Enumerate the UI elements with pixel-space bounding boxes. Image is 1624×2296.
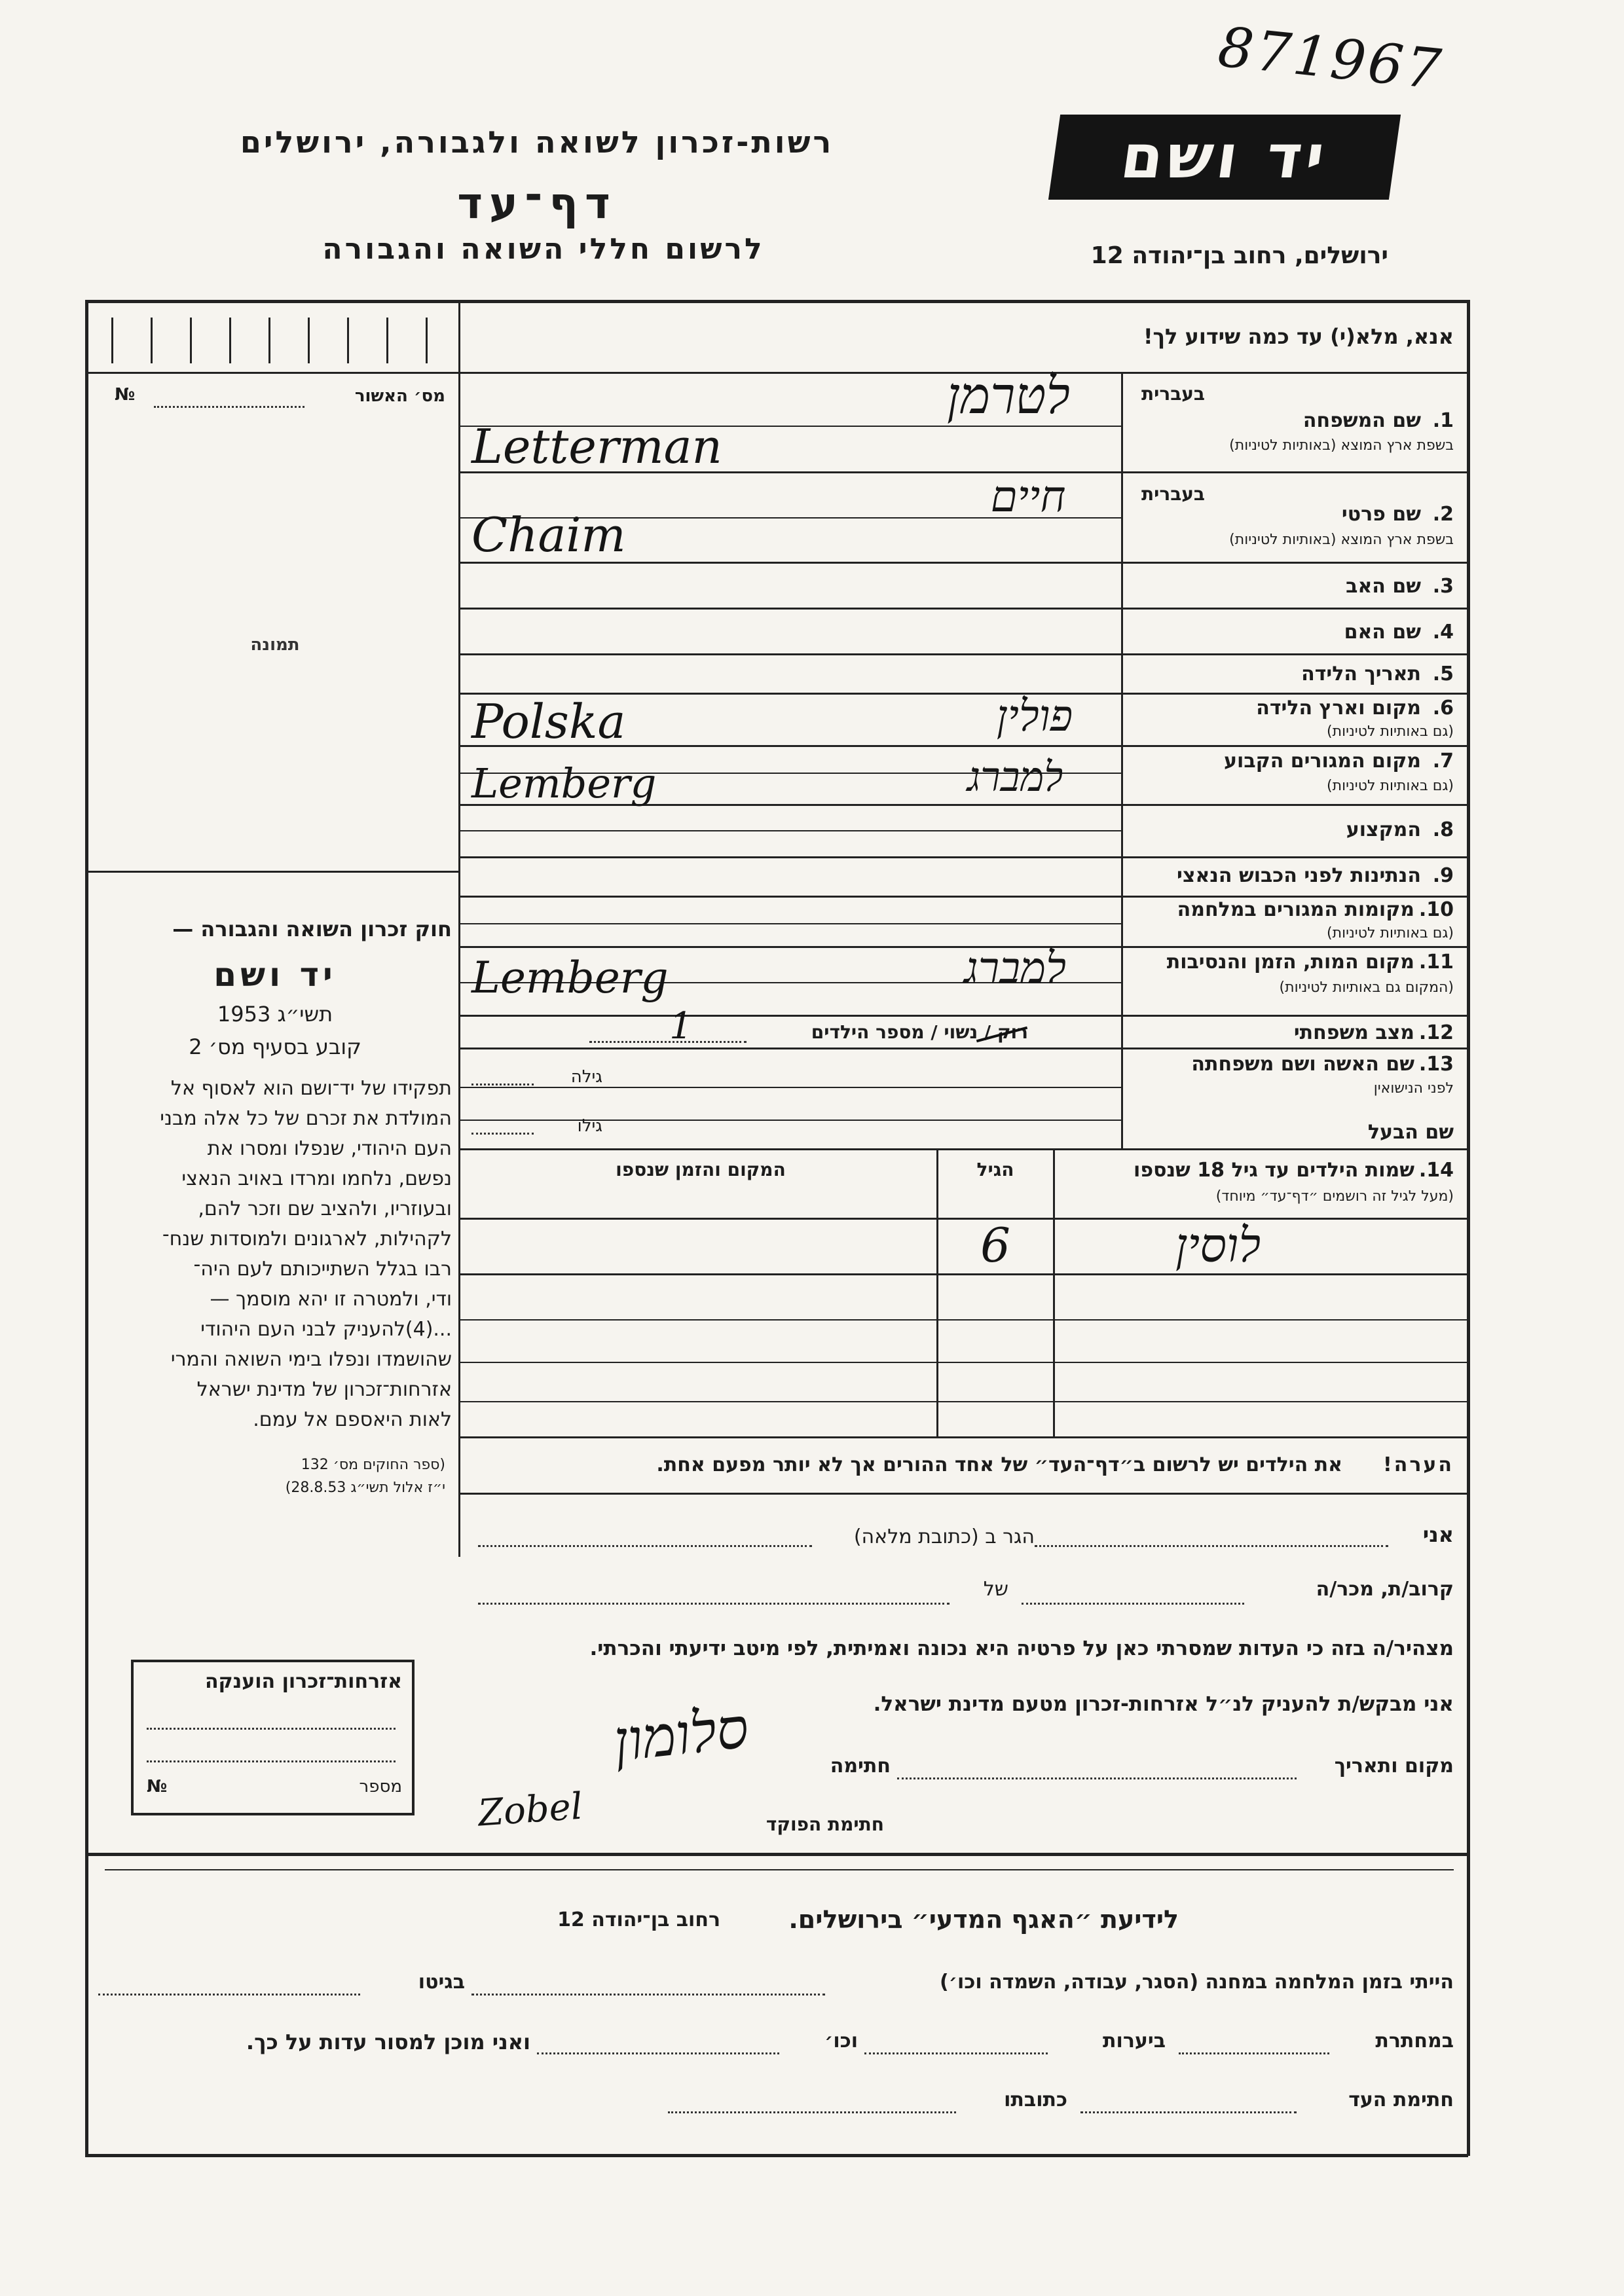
bottom-line2-testimony: ואני מוכן למסור עדות על כך.	[246, 2030, 530, 2054]
field-7-label: מקום המגורים הקבוע	[1224, 750, 1421, 773]
field-13-age-label: גילה	[570, 1067, 602, 1087]
field-5-num: 5.	[1432, 663, 1454, 685]
note-label: הערה!	[1383, 1453, 1454, 1476]
field-1-latin-value[interactable]: Letterman	[471, 419, 722, 474]
citizenship-request: אני מבקש/ת להעניק לנ״ל אזרחות-זכרון מטעם מדינת ישראל.	[873, 1692, 1454, 1716]
field-11-hebrew-value[interactable]: למברג	[963, 943, 1066, 993]
bottom-line2-forests: ביערות	[1103, 2030, 1166, 2052]
field-9-label: הנתינות לפני הכבוש הנאצי	[1177, 864, 1421, 887]
law-line: ובעוזריו, ולהציב שם וזכר להם,	[198, 1197, 452, 1220]
field-11-sub: (המקום גם באותיות לטיניות)	[1279, 979, 1454, 996]
field-3-value[interactable]	[462, 564, 1116, 605]
law-line: רבו בגלל השתייכותם לעם היה־	[193, 1258, 452, 1281]
approval-label: מס׳ האשור	[354, 386, 445, 406]
field-2-lang: בעברית	[1141, 483, 1205, 505]
field-4-num: 4.	[1432, 621, 1454, 644]
approval-no-sign: №	[115, 385, 136, 405]
field-14-age-col: הגיל	[976, 1159, 1014, 1180]
field-1-label: שם המשפחה	[1302, 409, 1421, 432]
field-13-husband-label: שם הבעל	[1367, 1121, 1454, 1144]
bottom-witness-signature-field[interactable]	[1080, 2111, 1297, 2113]
field-6-label: מקום וארץ הלידה	[1256, 697, 1421, 720]
field-3-label: שם האב	[1346, 575, 1421, 598]
field-14-place-col: המקום והזמן שנספו	[616, 1159, 786, 1180]
bottom-address-label: כתובתו	[1004, 2088, 1067, 2111]
field-12-options: רוק / נשוי / מספר הילדים	[811, 1021, 1028, 1043]
field-14-label: שמות הילדים עד גיל 18 שנספו	[1134, 1159, 1414, 1182]
law-body	[98, 1074, 452, 1435]
declarant-name-field[interactable]	[1035, 1545, 1388, 1547]
law-year: תשי״ג 1953	[217, 1002, 333, 1027]
law-ref-2: י״ז אלול תשי״ג 28.8.53)	[285, 1480, 445, 1496]
declarant-relation-field[interactable]	[1022, 1603, 1244, 1605]
law-line: נפשם, נלחמו ומרדו באויב הנאצי	[181, 1167, 452, 1190]
authority-title: רשות-זכרון לשואה ולגבורה, ירושלים	[240, 124, 834, 160]
field-11-latin-value[interactable]: Lemberg	[471, 953, 669, 1003]
bottom-ghetto-field[interactable]	[98, 1994, 360, 1995]
bottom-line1-ghetto: בגיטו	[418, 1971, 465, 1994]
bottom-title: לידיעת ״האגף המדעי״ בירושלים.	[788, 1905, 1179, 1934]
law-line: לאות היאספם אל עמם.	[253, 1408, 452, 1431]
law-logo: יד ושם	[213, 956, 337, 994]
declarant-of-field[interactable]	[478, 1603, 950, 1605]
field-5-label: תאריך הלידה	[1301, 663, 1421, 685]
left-header-ticks	[111, 318, 452, 363]
citizenship-box-number: מספר	[359, 1777, 402, 1796]
declarant-signature[interactable]: סלומון	[610, 1695, 752, 1775]
law-title: חוק זכרון השואה והגבורה —	[172, 917, 452, 941]
field-7-hebrew-value[interactable]: למברג	[967, 753, 1063, 801]
bottom-underground-field[interactable]	[1179, 2052, 1329, 2054]
bottom-witness-signature-label: חתימת העד	[1348, 2088, 1454, 2111]
archive-number: 871967	[1215, 14, 1447, 102]
officer-signature[interactable]: Zobel	[477, 1785, 584, 1835]
photo-label: תמונה	[250, 635, 300, 655]
note-text: את הילדים יש לרשום ב״דף־העד״ של אחד ההורים אך לא יותר מפעם אחת.	[656, 1453, 1342, 1476]
field-14-child-age[interactable]: 6	[980, 1218, 1010, 1273]
field-10-label: מקומות המגורים במלחמה	[1177, 898, 1414, 921]
bottom-line2-etc: וכו׳	[824, 2030, 858, 2052]
header-address: ירושלים, רחוב בן־יהודה 12	[1090, 242, 1388, 269]
approval-number-field[interactable]	[154, 406, 304, 408]
law-clause: קובע בסעיף מס׳ 2	[189, 1034, 361, 1059]
yad-vashem-logo	[1048, 115, 1401, 200]
law-line: ודי, ולמטרה זו יהא מוסמך —	[210, 1288, 452, 1311]
field-2-latin-value[interactable]: Chaim	[471, 507, 626, 562]
declaration-text: מצהיר/ה בזה כי העדות שמסרתי כאן על פרטיה היא נכונה ואמיתית, לפי מיטב ידיעתי והכרתי.	[589, 1637, 1454, 1660]
bottom-etc-field[interactable]	[537, 2052, 779, 2054]
field-11-num: 11.	[1418, 951, 1454, 974]
law-line: שהושמדו ונפלו בימי השואה והמרי	[170, 1348, 452, 1371]
law-line: תפקידו של יד־ושם הוא לאסוף אל	[170, 1077, 452, 1100]
form-title: דף־עד	[457, 178, 617, 228]
law-ref-1: (ספר החוקים מס׳ 132	[301, 1457, 445, 1473]
citizenship-box-title: אזרחות־זכרון הוענקה	[204, 1670, 402, 1693]
field-6-latin-value[interactable]: Polska	[471, 694, 626, 749]
field-4-value[interactable]	[462, 610, 1116, 651]
field-2-num: 2.	[1432, 503, 1454, 526]
field-9-num: 9.	[1432, 864, 1454, 887]
field-2-label: שם פרטי	[1341, 503, 1421, 526]
law-line: העם היהודי, שנפלו ומסרו את	[207, 1137, 452, 1160]
field-9-value[interactable]	[462, 859, 1116, 893]
declarant-ani: אני	[1422, 1522, 1454, 1547]
declarant-relation: קרוב/ת, מכר/ה	[1316, 1578, 1454, 1601]
field-14-child-name[interactable]: לוסין	[1175, 1218, 1261, 1273]
field-6-sub: (גם באותיות לטיניות)	[1327, 723, 1454, 740]
law-line: אזרחות־זכרון של מדינת ישראל	[196, 1378, 452, 1401]
field-13-sub: לפני הנישואין	[1373, 1080, 1454, 1097]
field-13-num: 13.	[1418, 1053, 1454, 1076]
field-1-hebrew-value[interactable]: לטרמן	[946, 367, 1071, 426]
citizenship-box-no-sign: №	[147, 1777, 168, 1796]
field-4-label: שם האם	[1344, 621, 1421, 644]
field-7-latin-value[interactable]: Lemberg	[471, 759, 657, 807]
yad-vashem-logo-text: יד ושם	[1116, 122, 1333, 192]
field-11-label: מקום המות, הזמן והנסיבות	[1166, 951, 1414, 974]
field-14-sub: (מעל לגיל זה רושמים ״דף־עד״ מיוחד)	[1215, 1188, 1454, 1205]
field-10-num: 10.	[1418, 898, 1454, 921]
intro-text: אנא, מלא(י) עד כמה שידוע לך!	[1143, 324, 1454, 349]
field-12-num: 12.	[1418, 1021, 1454, 1044]
bottom-line1-camp: הייתי בזמן המלחמה במחנה (הסגר, עבודה, השמדה וכו׳)	[940, 1971, 1454, 1994]
citizenship-box	[131, 1660, 415, 1815]
field-12-label: מצב משפחתי	[1293, 1021, 1414, 1044]
bottom-line2-underground: במחתרת	[1375, 2030, 1454, 2052]
field-10-sub: (גם באותיות לטיניות)	[1327, 925, 1454, 941]
field-8-num: 8.	[1432, 818, 1454, 841]
place-date-label: מקום ותאריך	[1334, 1755, 1454, 1777]
declarant-of: של	[983, 1578, 1008, 1601]
declarant-address-label: הגר ב (כתובת מלאה)	[853, 1525, 1035, 1548]
place-date-field[interactable]	[897, 1777, 1297, 1779]
signature-label: חתימה	[830, 1755, 891, 1777]
law-line: ...(4)להעניק לבני העם היהודי	[200, 1318, 452, 1341]
field-14-num: 14.	[1418, 1159, 1454, 1182]
field-13-husband-age-label: גילו	[577, 1116, 602, 1136]
field-6-hebrew-value[interactable]: פולין	[996, 691, 1073, 741]
field-2-sub: בשפת ארץ המוצא (באותיות לטיניות)	[1229, 532, 1454, 548]
field-8-value[interactable]	[462, 807, 1116, 854]
field-10-value[interactable]	[462, 898, 1116, 944]
form-subtitle: לרשום חללי השואה והגבורה	[322, 232, 765, 266]
field-6-num: 6.	[1432, 697, 1454, 720]
bottom-address-field[interactable]	[668, 2111, 956, 2113]
field-7-sub: (גם באותיות לטיניות)	[1327, 778, 1454, 794]
field-13-label: שם האשה ושם משפחתה	[1191, 1053, 1414, 1076]
field-3-num: 3.	[1432, 575, 1454, 598]
field-8-label: המקצוע	[1346, 818, 1421, 841]
field-1-num: 1.	[1432, 409, 1454, 432]
field-7-num: 7.	[1432, 750, 1454, 773]
field-12-children-count[interactable]: 1	[669, 1005, 693, 1048]
field-5-value[interactable]	[462, 656, 1116, 690]
field-2-hebrew-value[interactable]: חיים	[990, 471, 1066, 522]
bottom-forests-field[interactable]	[864, 2052, 1048, 2054]
law-line: לקהילות, לארגונים ולמוסדות שנח־	[162, 1228, 452, 1250]
declarant-address-field[interactable]	[478, 1545, 812, 1547]
law-line: המולדת את זכרם של כל אלה מבני	[160, 1107, 452, 1130]
field-1-lang: בעברית	[1141, 383, 1205, 405]
bottom-address: רחוב בן־יהודה 12	[557, 1908, 720, 1931]
bottom-camp-field[interactable]	[471, 1994, 825, 1995]
officer-signature-label: חתימת הפוקד	[766, 1813, 884, 1835]
field-1-sub: בשפת ארץ המוצא (באותיות לטיניות)	[1229, 437, 1454, 454]
